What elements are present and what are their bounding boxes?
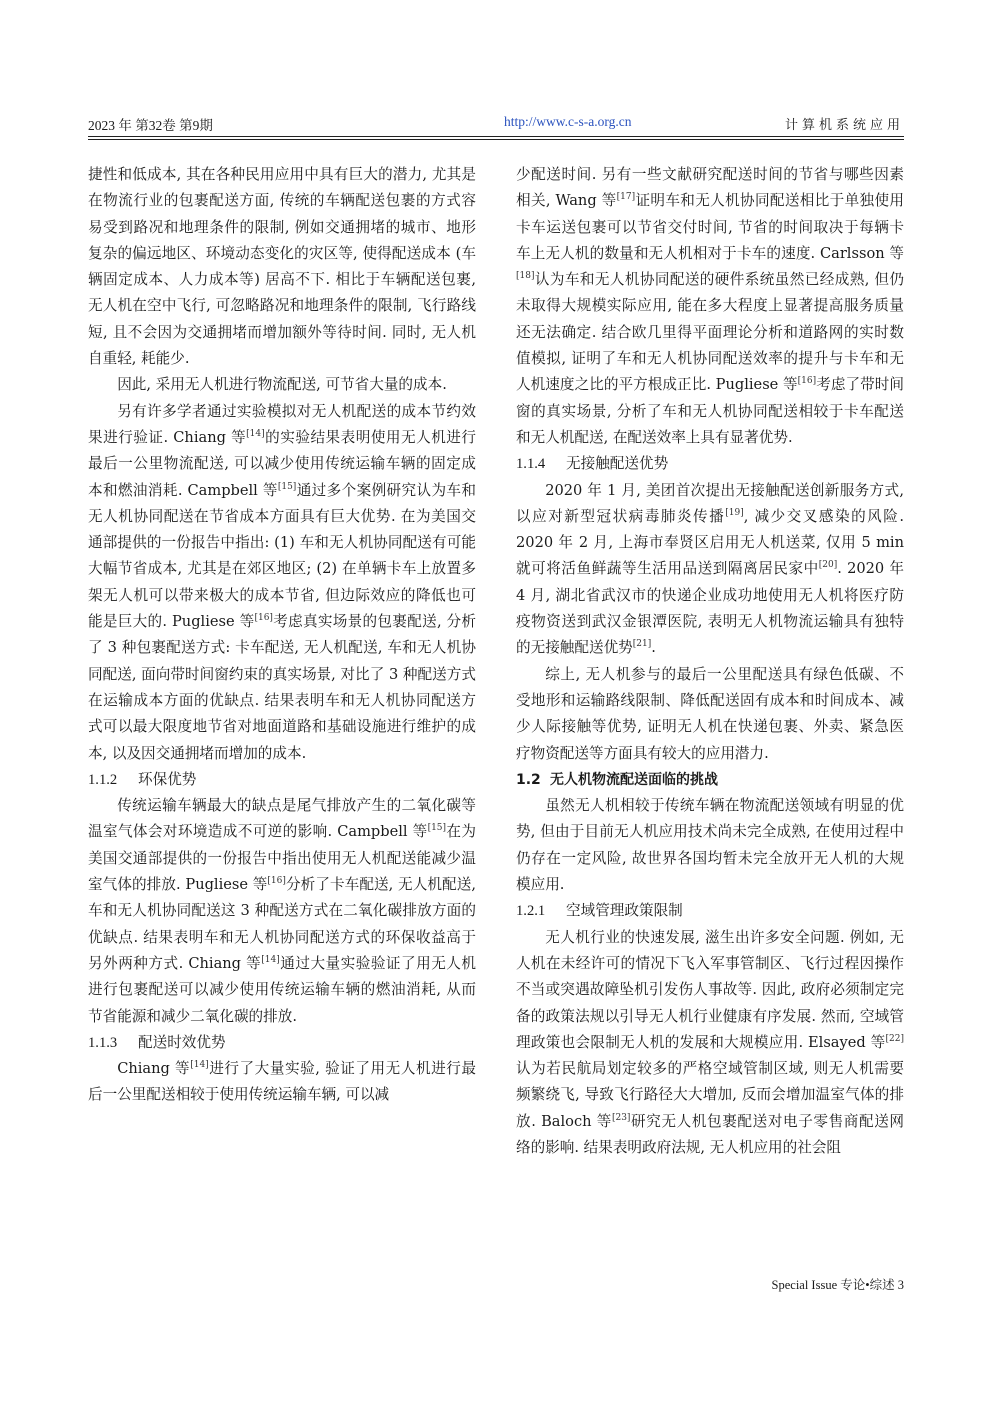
section-number: 1.2	[516, 771, 541, 788]
paragraph-text: 在为美国交通部提供的一份报告中指出使用无人机配送能减少温室气体的排放. Pugliese 等	[88, 823, 476, 894]
paragraph-text: , 减少交叉感染的风险. 2020 年 2 月, 上海市奉贤区启用无人机送菜, 仅用 5 min 就可将活鱼鲜蔬等生活用品送到隔离居民家中	[516, 507, 904, 578]
citation-ref: [15]	[427, 823, 447, 834]
section-title: 配送时效优势	[138, 1033, 226, 1051]
citation-ref: [14]	[246, 428, 265, 439]
section-number: 1.2.1	[516, 903, 546, 920]
section-title: 无接触配送优势	[566, 455, 669, 473]
page-header	[88, 112, 904, 136]
citation-ref: [19]	[725, 507, 744, 518]
paragraph	[516, 478, 904, 662]
paragraph	[88, 399, 476, 767]
paragraph-text: Chiang 等	[117, 1060, 191, 1078]
paragraph-text: 研究无人机包裹配送对电子零售商配送网络的影响. 结果表明政府法规, 无人机应用的社会阻	[516, 1112, 904, 1156]
paragraph: 综上, 无人机参与的最后一公里配送具有绿色低碳、不受地形和运输路线限制、降低配送固有成本和时间成本、减少人际接触等优势, 证明无人机在快递包裹、外卖、紧急医疗物资配送等方面具有较大的应用潜力.	[516, 665, 904, 762]
paragraph	[88, 1056, 476, 1109]
paragraph: 因此, 采用无人机进行物流配送, 可节省大量的成本.	[117, 376, 447, 394]
section-number: 1.1.2	[88, 771, 118, 788]
paragraph	[516, 162, 904, 451]
citation-ref: [17]	[616, 192, 636, 203]
paragraph-text: 通过大量实验验证了用无人机进行包裹配送可以减少使用传统运输车辆的燃油消耗, 从而节省能源和减少二氧化碳的排放.	[88, 954, 476, 1025]
section-heading-1-1-3	[88, 1030, 476, 1056]
section-number: 1.1.3	[88, 1034, 118, 1051]
journal-url-link[interactable]: http://www.c-s-a.org.cn	[504, 114, 632, 129]
section-title: 环保优势	[138, 770, 197, 788]
citation-ref: [14]	[190, 1060, 209, 1071]
paragraph-text: 考虑了带时间窗的真实场景, 分析了车和无人机协同配送相较于卡车配送和无人机配送, 在配送效率上具有显著优势.	[516, 376, 904, 446]
section-heading-1-2-1	[516, 898, 904, 924]
section-title: 无人机物流配送面临的挑战	[550, 771, 718, 788]
paragraph-text: 2020 年 1 月, 美团首次提出无接触配送创新服务方式, 以应对新型冠状病毒肺炎传播	[516, 481, 904, 525]
header-rule-top	[88, 136, 904, 137]
paragraph-text: 认为若民航局划定较多的严格空域管制区域, 则无人机需要频繁绕飞, 导致飞行路径大大增加, 反而会增加温室气体的排放. Baloch 等	[516, 1060, 904, 1130]
section-heading-1-1-4	[516, 451, 904, 477]
citation-ref: [23]	[611, 1112, 631, 1123]
citation-ref: [21]	[632, 639, 652, 650]
paragraph-text: 考虑真实场景的包裹配送, 分析了 3 种包裹配送方式: 卡车配送, 无人机配送, 车和无人机协同配送, 面向带时间窗约束的真实场景, 对比了 3 种配送方式在运输成本方面的优缺点. 结果表明车和无人机协同配送方式可以最大限度地节省对地面道路和基础设施进行维护的成本, 以及因交通拥堵而增加的成本.	[88, 613, 477, 762]
paragraph-text: 通过多个案例研究认为车和无人机协同配送在节省成本方面具有巨大优势. 在为美国交通部提供的一份报告中指出: (1) 车和无人机协同配送有可能大幅节省成本, 尤其是在郊区地区; (2) 在单辆卡车上放置多架无人机可以带来极大的成本节省, 但边际效应的降低也可能是巨大的. Pugliese 等	[88, 481, 476, 631]
paragraph	[516, 925, 904, 1162]
paragraph-text: 无人机行业的快速发展, 滋生出许多安全问题. 例如, 无人机在未经许可的情况下飞入军事管制区、飞行过程因操作不当或突遇故障坠机引发伤人事故等. 因此, 政府必须制定完备的政策法规以引导无人机行业健康有序发展. 然而, 空域管理政策也会限制无人机的发展和大规模应用. Elsayed 等	[516, 928, 904, 1051]
header-rule-bottom	[88, 139, 904, 140]
paragraph: 捷性和低成本, 其在各种民用应用中具有巨大的潜力, 尤其是在物流行业的包裹配送方面, 传统的车辆配送包裹的方式容易受到路况和地理条件的限制, 例如交通拥堵的城市、地形复杂的偏远地区、环境动态变化的灾区等, 使得配送成本 (车辆固定成本、人力成本等) 居高不下. 相比于车辆配送包裹, 无人机在空中飞行, 可忽略路况和地理条件的限制, 飞行路线短, 且不会因为交通拥堵而增加额外等待时间. 同时, 无人机自重轻, 耗能少.	[88, 166, 476, 368]
section-title: 空域管理政策限制	[566, 902, 683, 920]
citation-ref: [15]	[277, 481, 297, 492]
paragraph-text: 认为车和无人机协同配送的硬件系统虽然已经成熟, 但仍未取得大规模实际应用, 能在多大程度上显著提高服务质量还无法确定. 结合欧几里得平面理论分析和道路网的实时数值模拟, 证明了车和无人机协同配送效率的提升与卡车和无人机速度之比的平方根成正比. Pugliese 等	[516, 271, 904, 394]
section-number: 1.1.4	[516, 456, 546, 473]
paragraph-text: 进行了大量实验, 验证了用无人机进行最后一公里配送相较于使用传统运输车辆, 可以减	[88, 1060, 476, 1104]
paragraph-text: 的实验结果表明使用无人机进行最后一公里物流配送, 可以减少使用传统运输车辆的固定成本和燃油消耗. Campbell 等	[88, 428, 476, 499]
citation-ref: [16]	[254, 613, 273, 624]
paragraph-text: 证明车和无人机协同配送相比于单独使用卡车运送包裹可以节省交付时间, 节省的时间取决于每辆卡车上无人机的数量和无人机相对于卡车的速度. Carlsson 等	[516, 192, 904, 262]
section-heading-1-1-2	[88, 767, 476, 793]
issue-info: 2023 年 第32卷 第9期	[88, 118, 213, 133]
paragraph-text: 少配送时间. 另有一些文献研究配送时间的节省与哪些因素相关, Wang 等	[516, 166, 904, 210]
section-heading-1-2	[516, 767, 904, 793]
paragraph-text: 另有许多学者通过实验模拟对无人机配送的成本节约效果进行验证. Chiang 等	[88, 402, 476, 446]
citation-ref: [16]	[797, 376, 817, 387]
citation-ref: [20]	[818, 560, 838, 571]
paragraph-text: 传统运输车辆最大的缺点是尾气排放产生的二氧化碳等温室气体会对环境造成不可逆的影响. Campbell 等	[88, 797, 476, 841]
paragraph-text: 分析了卡车配送, 无人机配送, 车和无人机协同配送这 3 种配送方式在二氧化碳排放方面的优缺点. 结果表明车和无人机协同配送方式的环保收益高于另外两种方式. Chiang 等	[88, 876, 477, 972]
citation-ref: [16]	[267, 876, 286, 887]
left-column	[88, 162, 476, 1109]
paragraph: 虽然无人机相较于传统车辆在物流配送领域有明显的优势, 但由于目前无人机应用技术尚未完全成熟, 在使用过程中仍存在一定风险, 故世界各国均暂未完全放开无人机的大规模应用.	[516, 797, 904, 894]
citation-ref: [22]	[885, 1033, 904, 1044]
paragraph	[88, 793, 476, 1030]
citation-ref: [18]	[516, 271, 535, 282]
journal-title: 计算机系统应用	[784, 118, 904, 133]
citation-ref: [14]	[261, 954, 280, 965]
paragraph-text: . 2020 年 4 月, 湖北省武汉市的快递企业成功地使用无人机将医疗防疫物资送到武汉金银潭医院, 表明无人机物流运输具有独特的无接触配送优势	[516, 560, 904, 657]
page-footer: Special Issue 专论•综述 3	[771, 1278, 904, 1292]
paragraph-text: .	[651, 639, 656, 657]
right-column	[516, 162, 904, 1161]
